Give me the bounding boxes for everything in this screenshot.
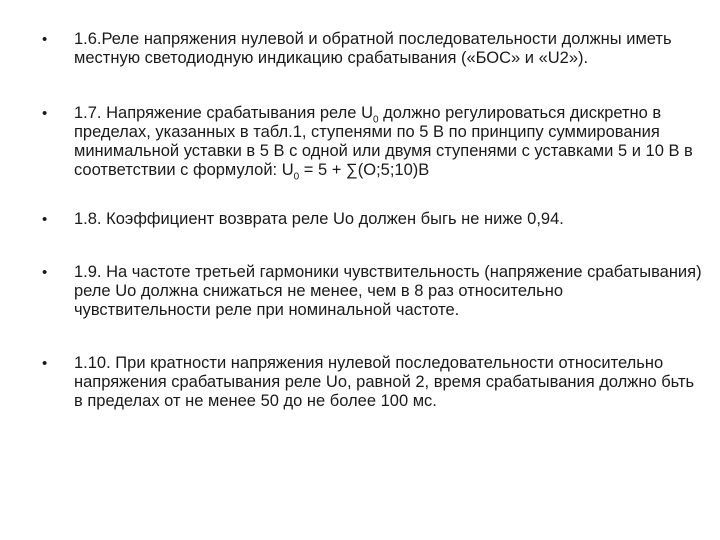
bullet-dot-icon: •	[42, 31, 48, 48]
list-item	[42, 354, 702, 411]
subscript: 0	[372, 114, 379, 126]
item-text: 1.6.Реле напряжения нулевой и обратной последовательности должны иметь местную светодиодную индикацию срабатывания («БОС» и «U2»).	[74, 30, 672, 67]
bullet-dot-icon: •	[42, 355, 48, 372]
bullet-dot-icon: •	[42, 264, 48, 281]
item-text: 1.9. На частоте третьей гармоники чувствительность (напряжение срабатывания) реле Uо должна снижаться не менее, чем в 8 раз относительно чувствительности реле при номинальной частоте.	[74, 263, 702, 319]
list-item	[42, 104, 702, 183]
bullet-dot-icon: •	[42, 105, 48, 122]
item-text: 1.7. Напряжение срабатывания реле $U_0$ должно регулироваться дискретно в пределах, указанных в табл.1, ступенями по 5 В по принципу суммирования минимальной уставки в 5 В с одной или двумя ступенями с уставками 5 и 10 В в соответствии с формулой: $U_0 = 5$ + ∑(О;5;10)В	[74, 104, 693, 183]
list-item	[42, 263, 702, 320]
bullet-dot-icon: •	[42, 211, 48, 228]
list-item	[42, 210, 702, 229]
list-item	[42, 30, 702, 68]
bullet-list	[42, 30, 702, 447]
item-text: 1.8. Коэффициент возврата реле Uо должен быгь не ниже 0,94.	[74, 210, 564, 228]
item-text: 1.10. При кратности напряжения нулевой последовательности относительно напряжения срабатывания реле Uо, равной 2, время срабатывания должно бьть в пределах от не менее 50 до не более 100 мс.	[74, 354, 695, 410]
subscript: 0	[293, 171, 300, 183]
